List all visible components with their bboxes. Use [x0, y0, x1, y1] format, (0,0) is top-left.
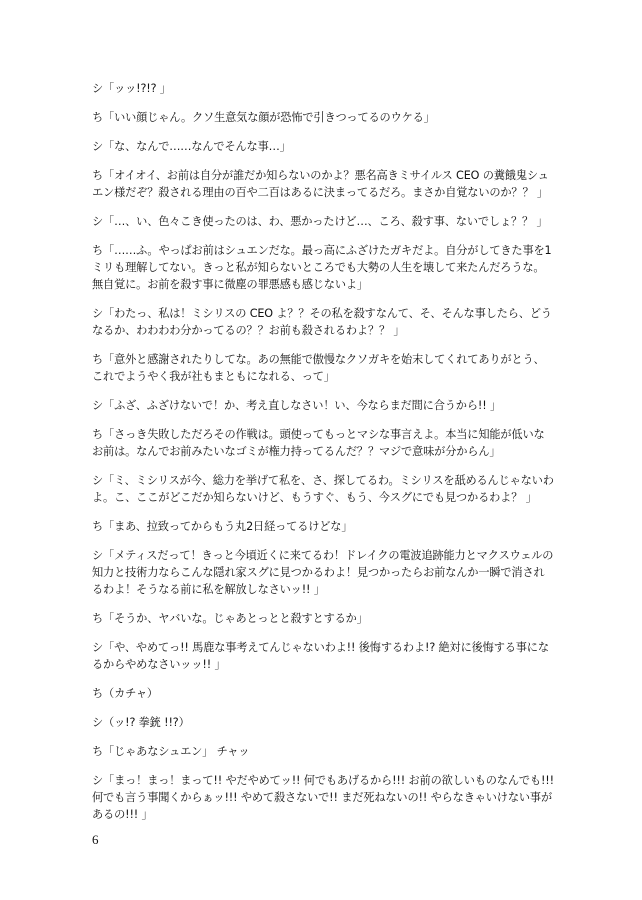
dialogue-line: ち（カチャ） [92, 687, 158, 700]
page-number: 6 [92, 832, 99, 847]
dialogue-line: ち「意外と感謝されたりしてな。あの無能で傲慢なクソガキを始末してくれてありがとう、これでようやく我が社もまともになれる、って」 [92, 353, 545, 383]
dialogue-line: ち「じゃあなシュエン」 チャッ [92, 745, 250, 758]
dialogue-line: ち「そうか、ヤバいな。じゃあとっとと殺すとするか」 [92, 612, 368, 625]
dialogue-body [92, 80, 554, 835]
dialogue-line: ち「さっき失敗しただろその作戦は。頭使ってもっとマシな事言えよ。本当に知能が低いなお前は。なんでお前みたいなゴミが権力持ってるんだ？？マジで意味が分からん」 [92, 428, 545, 458]
dialogue-line: シ「や、やめてっ!! 馬鹿な事考えてんじゃないわよ!! 後悔するわよ!? 絶対に後悔する事になるからやめなさいッッ!! 」 [92, 641, 549, 671]
dialogue-line: シ（ッ!? 拳銃 !!?） [92, 716, 190, 729]
dialogue-line: ち「いい顔じゃん。クソ生意気な顔が恐怖で引きつってるのウケる」 [92, 111, 435, 124]
dialogue-line: シ「まっ！まっ！まって!! やだやめてッ!! 何でもあげるから!!! お前の欲しいものなんでも!!! 何でも言う事聞くからぁッ!!! やめて殺さないで!! まだ死ねないの!! やらなきゃいけない事があるの!!! 」 [92, 774, 554, 821]
dialogue-line: ち「まあ、拉致ってからもう丸2日経ってるけどな」 [92, 520, 353, 533]
dialogue-line: シ「わたっ、私は！ミシリスの CEO よ？？その私を殺すなんて、そ、そんな事したら、どうなるか、わわわわ分かってるの？？お前も殺されるわよ？？ 」 [92, 307, 552, 337]
dialogue-line: シ「な、なんで……なんでそんな事…」 [92, 140, 291, 153]
dialogue-line: シ「ふざ、ふざけないで！か、考え直しなさい！い、今ならまだ間に合うから!! 」 [92, 399, 501, 412]
dialogue-line: シ「…、い、色々こき使ったのは、わ、悪かったけど…、ころ、殺す事、ないでしょ？？ 」 [92, 215, 548, 228]
dialogue-line: シ「ミ、ミシリスが今、総力を挙げて私を、さ、探してるわ。ミシリスを舐めるんじゃないわよ。こ、ここがどこだか知らないけど、もうすぐ、もう、今スグにでも見つかるわよ？ 」 [92, 474, 554, 504]
dialogue-line: ち「……ふ。やっぱお前はシュエンだな。最っ高にふざけたガキだよ。自分がしてきた事を1ミリも理解してない。きっと私が知らないところでも大勢の人生を壊して来たんだろうな。無自覚に。お前を殺す事に微塵の罪悪感も感じないよ」 [92, 244, 552, 291]
dialogue-line: シ「ッッ!?!? 」 [92, 82, 171, 95]
dialogue-line: ち「オイオイ、お前は自分が誰だか知らないのかよ？悪名高きミサイルス CEO の糞餓鬼シュエン様だぞ？殺される理由の百や二百はあるに決まってるだろ。まさか自覚ないのか？？ 」 [92, 169, 549, 199]
dialogue-line: シ「メティスだって！きっと今頃近くに来てるわ！ドレイクの電波追跡能力とマクスウェルの知力と技術力ならこんな隠れ家スグに見つかるわよ！見つかったらお前なんか一瞬で消されるわよ！そうなる前に私を解放しなさいッ!! 」 [92, 549, 554, 596]
